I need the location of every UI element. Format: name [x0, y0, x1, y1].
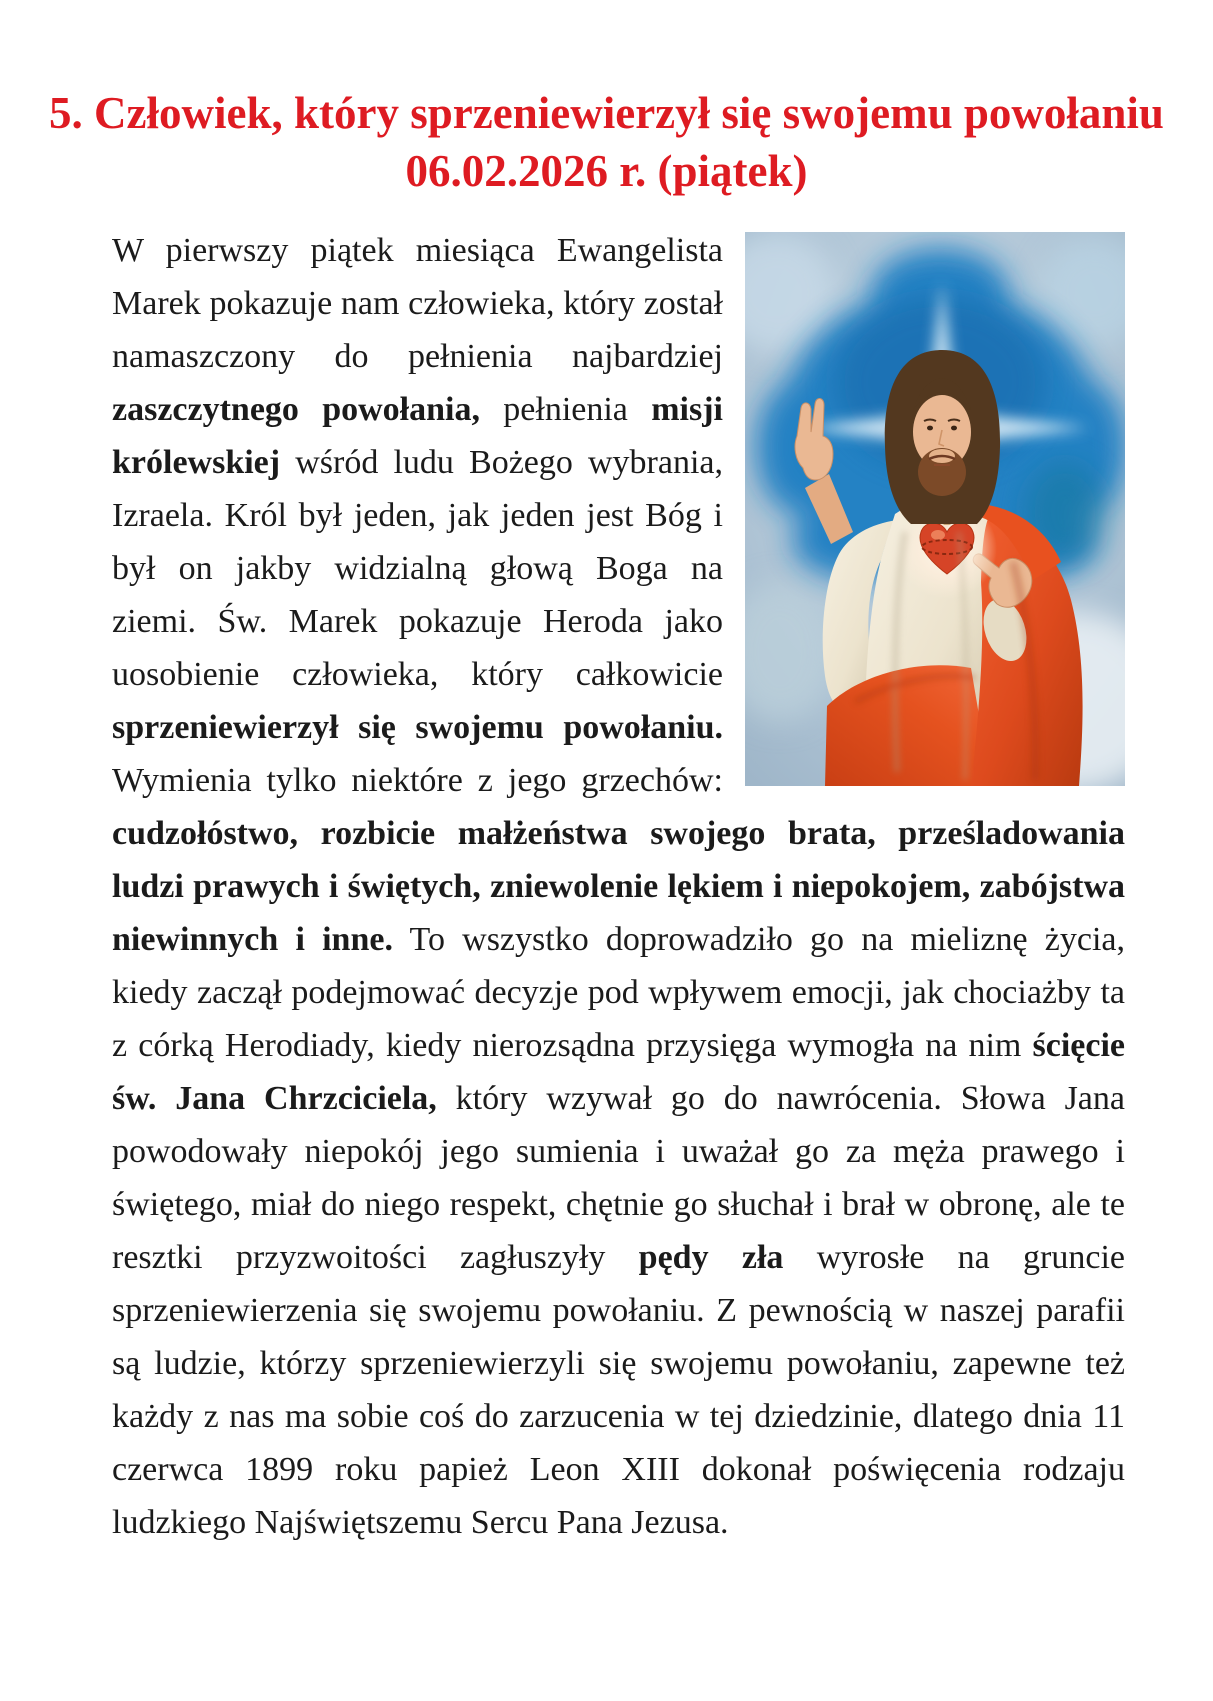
page-title — [0, 0, 1213, 200]
jesus-sacred-heart-image — [745, 232, 1125, 786]
head — [885, 350, 1000, 524]
article-body — [112, 224, 1125, 1549]
left-eye — [927, 426, 933, 431]
right-eye — [951, 426, 957, 431]
title-line-2: 06.02.2026 r. (piątek) — [405, 146, 808, 196]
sacred-heart-jesus-illustration — [745, 232, 1125, 786]
title-line-1: 5. Człowiek, który sprzeniewierzył się swojemu powołaniu — [49, 88, 1164, 138]
body-paragraph: W pierwszy piątek miesiąca Ewangelista Marek pokazuje nam człowieka, który został namaszczony do pełnienia najbardziej zaszczytnego powołania, pełnienia misji królewskiej wśród ludu Bożego wybrania, Izraela. Król był jeden, jak jeden jest Bóg i był on jakby widzialną głową Boga na ziemi. Św. Marek pokazuje Heroda jako uosobienie człowieka, który całkowicie sprzeniewierzył się swojemu powołaniu. Wymienia tylko niektóre z jego grzechów: cudzołóstwo, rozbicie małżeństwa swojego brata, prześladowania ludzi prawych i świętych, zniewolenie lękiem i niepokojem, zabójstwa niewinnych i inne. To wszystko doprowadziło go na mieliznę życia, kiedy zaczął podejmować decyzje pod wpływem emocji, jak chociażby ta z córką Herodiady, kiedy nierozsądna przysięga wymogła na nim ścięcie św. Jana Chrzciciela, który wzywał go do nawrócenia. Słowa Jana powodowały niepokój jego sumienia i uważał go za męża prawego i świętego, miał do niego respekt, chętnie go słuchał i brał w obronę, ale te resztki przyzwoitości zagłuszyły pędy zła wyrosłe na gruncie sprzeniewierzenia się swojemu powołaniu. Z pewnością w naszej parafii są ludzie, którzy sprzeniewierzyli się swojemu powołaniu, zapewne też każdy z nas ma sobie coś do zarzucenia w tej dziedzinie, dlatego dnia 11 czerwca 1899 roku papież Leon XIII dokonał poświęcenia rodzaju ludzkiego Najświętszemu Sercu Pana Jezusa. — [112, 232, 1125, 1541]
